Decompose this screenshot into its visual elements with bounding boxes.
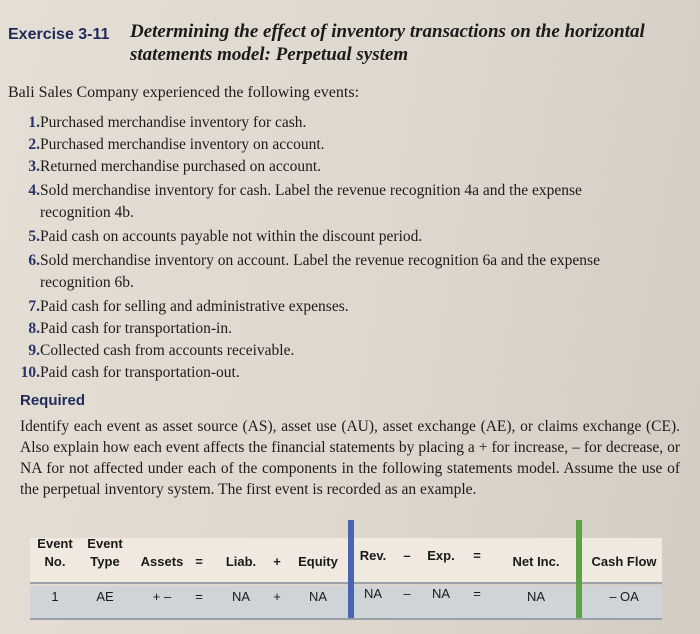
header-event-type-2: Type — [90, 554, 120, 569]
header-equals-2: = — [473, 548, 481, 563]
row-equals: = — [195, 589, 203, 604]
event-text: Returned merchandise purchased on account. — [40, 158, 322, 175]
required-heading: Required — [20, 392, 86, 409]
header-expenses: Exp. — [427, 548, 455, 563]
event-number: 5. — [28, 228, 40, 245]
event-text: Collected cash from accounts receivable. — [40, 342, 295, 359]
balance-sheet-divider — [348, 520, 354, 618]
row-plus: + — [273, 589, 281, 604]
event-text: Paid cash on accounts payable not within the discount period. — [40, 228, 423, 245]
row-net-income: NA — [526, 589, 546, 604]
event-text: Purchased merchandise inventory on account. — [40, 136, 325, 153]
row-cash-flow: – OA — [609, 589, 639, 604]
event-text: Paid cash for selling and administrative expenses. — [40, 298, 349, 315]
header-divider — [30, 582, 662, 584]
row-equity: NA — [308, 589, 328, 604]
header-liabilities: Liab. — [225, 554, 257, 569]
intro-text: Bali Sales Company experienced the following events: — [8, 84, 360, 101]
row-revenue: NA — [363, 586, 383, 601]
event-number: 7. — [28, 298, 40, 315]
event-number: 8. — [28, 320, 40, 337]
required-text: Identify each event as asset source (AS), asset use (AU), asset exchange (AE), or claims exchange (CE). Also explain how each event affects the financial statements by placing a + for increase, – for decrease, or NA for not affected under each of the components in the following statements model. Assume the use of the perpetual inventory system. The first event is recorded as an example. — [20, 418, 680, 498]
header-minus: – — [403, 548, 411, 563]
event-number: 4. — [28, 182, 40, 199]
header-equals: = — [195, 554, 203, 569]
event-text: Purchased merchandise inventory for cash. — [40, 114, 307, 131]
header-event-no-2: No. — [44, 554, 66, 569]
event-number: 3. — [28, 158, 40, 175]
event-text: recognition 4b. — [40, 204, 134, 221]
table-bottom-rule — [30, 618, 662, 620]
event-text: Sold merchandise inventory for cash. Label the revenue recognition 4a and the expense — [40, 182, 582, 199]
header-net-income: Net Inc. — [512, 554, 560, 569]
header-revenue: Rev. — [359, 548, 387, 563]
event-text: Paid cash for transportation-in. — [40, 320, 232, 337]
exercise-title-line-1: Determining the effect of inventory transactions on the horizontal — [130, 21, 645, 42]
event-text: Paid cash for transportation-out. — [40, 364, 240, 381]
header-assets: Assets — [140, 554, 184, 569]
income-statement-divider — [576, 520, 582, 618]
event-number: 9. — [28, 342, 40, 359]
exercise-title-line-2: statements model: Perpetual system — [130, 44, 409, 65]
event-number: 6. — [28, 252, 40, 269]
event-number: 2. — [28, 136, 40, 153]
row-expenses: NA — [431, 586, 451, 601]
row-minus: – — [403, 586, 411, 601]
event-text: Sold merchandise inventory on account. Label the revenue recognition 6a and the expense — [40, 252, 600, 269]
header-cash-flow: Cash Flow — [591, 554, 657, 569]
event-number: 1. — [28, 114, 40, 131]
statements-model-table — [30, 520, 670, 620]
header-plus: + — [273, 554, 281, 569]
exercise-title — [130, 20, 690, 66]
row-assets: + – — [152, 589, 172, 604]
header-event-no-1: Event — [37, 536, 73, 551]
exercise-number: Exercise 3-11 — [8, 26, 110, 43]
header-event-type-1: Event — [87, 536, 123, 551]
header-equity: Equity — [298, 554, 338, 569]
row-equals-2: = — [473, 586, 481, 601]
event-number: 10. — [20, 364, 40, 381]
event-text: recognition 6b. — [40, 274, 134, 291]
row-event-type: AE — [96, 589, 114, 604]
row-event-no: 1 — [51, 589, 59, 604]
row-liabilities: NA — [231, 589, 251, 604]
